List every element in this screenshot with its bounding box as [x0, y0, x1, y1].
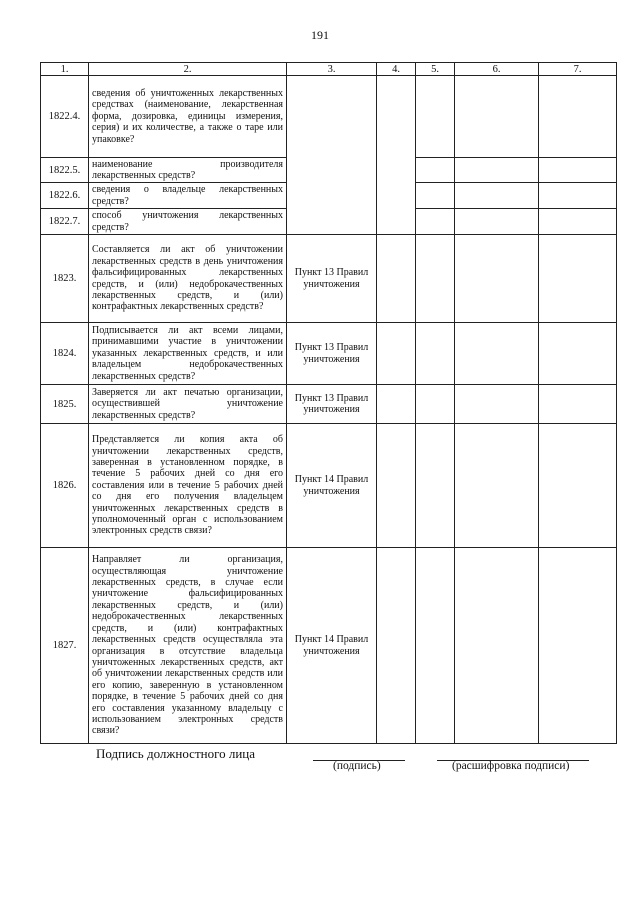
answer-cell[interactable] [539, 323, 617, 385]
row-reference: Пункт 13 Правил уничтожения [287, 323, 377, 385]
answer-cell[interactable] [539, 209, 617, 235]
checklist-table [40, 62, 617, 744]
row-question: способ уничтожения лекарственных средств? [89, 209, 287, 235]
table-row [41, 76, 617, 158]
answer-cell[interactable] [539, 183, 617, 209]
answer-cell[interactable] [455, 158, 539, 183]
row-number: 1822.7. [41, 209, 89, 235]
row-reference: Пункт 14 Правил уничтожения [287, 424, 377, 548]
row-number: 1827. [41, 548, 89, 744]
answer-cell[interactable] [455, 76, 539, 158]
answer-cell[interactable] [455, 183, 539, 209]
row-question: сведения о владельце лекарственных средств? [89, 183, 287, 209]
answer-cell[interactable] [416, 323, 455, 385]
row-question: наименование производителя лекарственных средств? [89, 158, 287, 183]
row-reference: Пункт 13 Правил уничтожения [287, 385, 377, 424]
answer-cell[interactable] [416, 424, 455, 548]
answer-cell[interactable] [377, 548, 416, 744]
page-number: 191 [311, 28, 329, 42]
answer-cell[interactable] [539, 548, 617, 744]
answer-cell[interactable] [455, 385, 539, 424]
decryption-caption: (расшифровка подписи) [452, 760, 570, 772]
row-question: Направляет ли организация, осуществляющая уничтожение лекарственных средств, в случае если уничтожение фальсифицированных лекарственных средств, и (или) недоброкачественных лекарственных средств, и (или) контрафактных лекарственных средств осуществляла эта организация в отсутствие владельца уничтоженных лекарственных средств, акт об уничтожении лекарственных средств или его копию, заверенную в установленном порядке, в течение 5 рабочих дней со дня его составления указанному владельцу с использованием электронных средств связи? [89, 548, 287, 744]
answer-cell[interactable] [377, 424, 416, 548]
column-header: 3. [287, 63, 377, 76]
table-row [41, 385, 617, 424]
table-row [41, 235, 617, 323]
column-header: 2. [89, 63, 287, 76]
answer-cell[interactable] [416, 158, 455, 183]
row-number: 1822.5. [41, 158, 89, 183]
row-question: сведения об уничтоженных лекарственных средствах (наименование, лекарственная форма, дозировка, единицы измерения, серия) и их количестве, а также о таре или упаковке? [89, 76, 287, 158]
answer-cell[interactable] [455, 235, 539, 323]
answer-cell[interactable] [455, 424, 539, 548]
answer-cell[interactable] [416, 548, 455, 744]
answer-cell[interactable] [377, 235, 416, 323]
answer-cell[interactable] [539, 385, 617, 424]
answer-cell[interactable] [539, 235, 617, 323]
answer-cell[interactable] [539, 76, 617, 158]
answer-cell[interactable] [539, 158, 617, 183]
table-row [41, 548, 617, 744]
signature-label: Подпись должностного лица [96, 746, 256, 761]
signature-block [0, 746, 640, 786]
answer-cell[interactable] [455, 209, 539, 235]
signature-caption: (подпись) [333, 760, 381, 772]
row-number: 1823. [41, 235, 89, 323]
answer-cell[interactable] [416, 385, 455, 424]
table-row [41, 424, 617, 548]
column-header: 6. [455, 63, 539, 76]
answer-cell[interactable] [455, 548, 539, 744]
answer-cell[interactable] [377, 76, 416, 235]
answer-cell[interactable] [416, 76, 455, 158]
answer-cell[interactable] [416, 209, 455, 235]
row-reference: Пункт 14 Правил уничтожения [287, 548, 377, 744]
column-header: 5. [416, 63, 455, 76]
row-number: 1822.6. [41, 183, 89, 209]
answer-cell[interactable] [416, 183, 455, 209]
answer-cell[interactable] [377, 385, 416, 424]
row-question: Заверяется ли акт печатью организации, осуществившей уничтожение лекарственных средств? [89, 385, 287, 424]
column-header: 1. [41, 63, 89, 76]
row-question: Подписывается ли акт всеми лицами, принимавшими участие в уничтожении указанных лекарственных средств, и или владельцем недоброкачественных лекарственных средств? [89, 323, 287, 385]
row-reference [287, 76, 377, 235]
row-number: 1825. [41, 385, 89, 424]
column-header: 7. [539, 63, 617, 76]
table-header-row [41, 63, 617, 76]
answer-cell[interactable] [416, 235, 455, 323]
row-question: Представляется ли копия акта об уничтожении лекарственных средств, заверенная в установленном порядке, в течение 5 рабочих дней со дня его составления или в течение 5 рабочих дней со дня его получения владельцем уничтоженных лекарственных средств в уполномоченный орган с использованием электронных средств связи? [89, 424, 287, 548]
row-number: 1826. [41, 424, 89, 548]
row-question: Составляется ли акт об уничтожении лекарственных средств в день уничтожения фальсифицированных лекарственных средств, и (или) недоброкачественных лекарственных средств, и (или) контрафактных лекарственных средств? [89, 235, 287, 323]
row-number: 1822.4. [41, 76, 89, 158]
answer-cell[interactable] [539, 424, 617, 548]
answer-cell[interactable] [455, 323, 539, 385]
row-reference: Пункт 13 Правил уничтожения [287, 235, 377, 323]
table-row [41, 323, 617, 385]
answer-cell[interactable] [377, 323, 416, 385]
column-header: 4. [377, 63, 416, 76]
row-number: 1824. [41, 323, 89, 385]
